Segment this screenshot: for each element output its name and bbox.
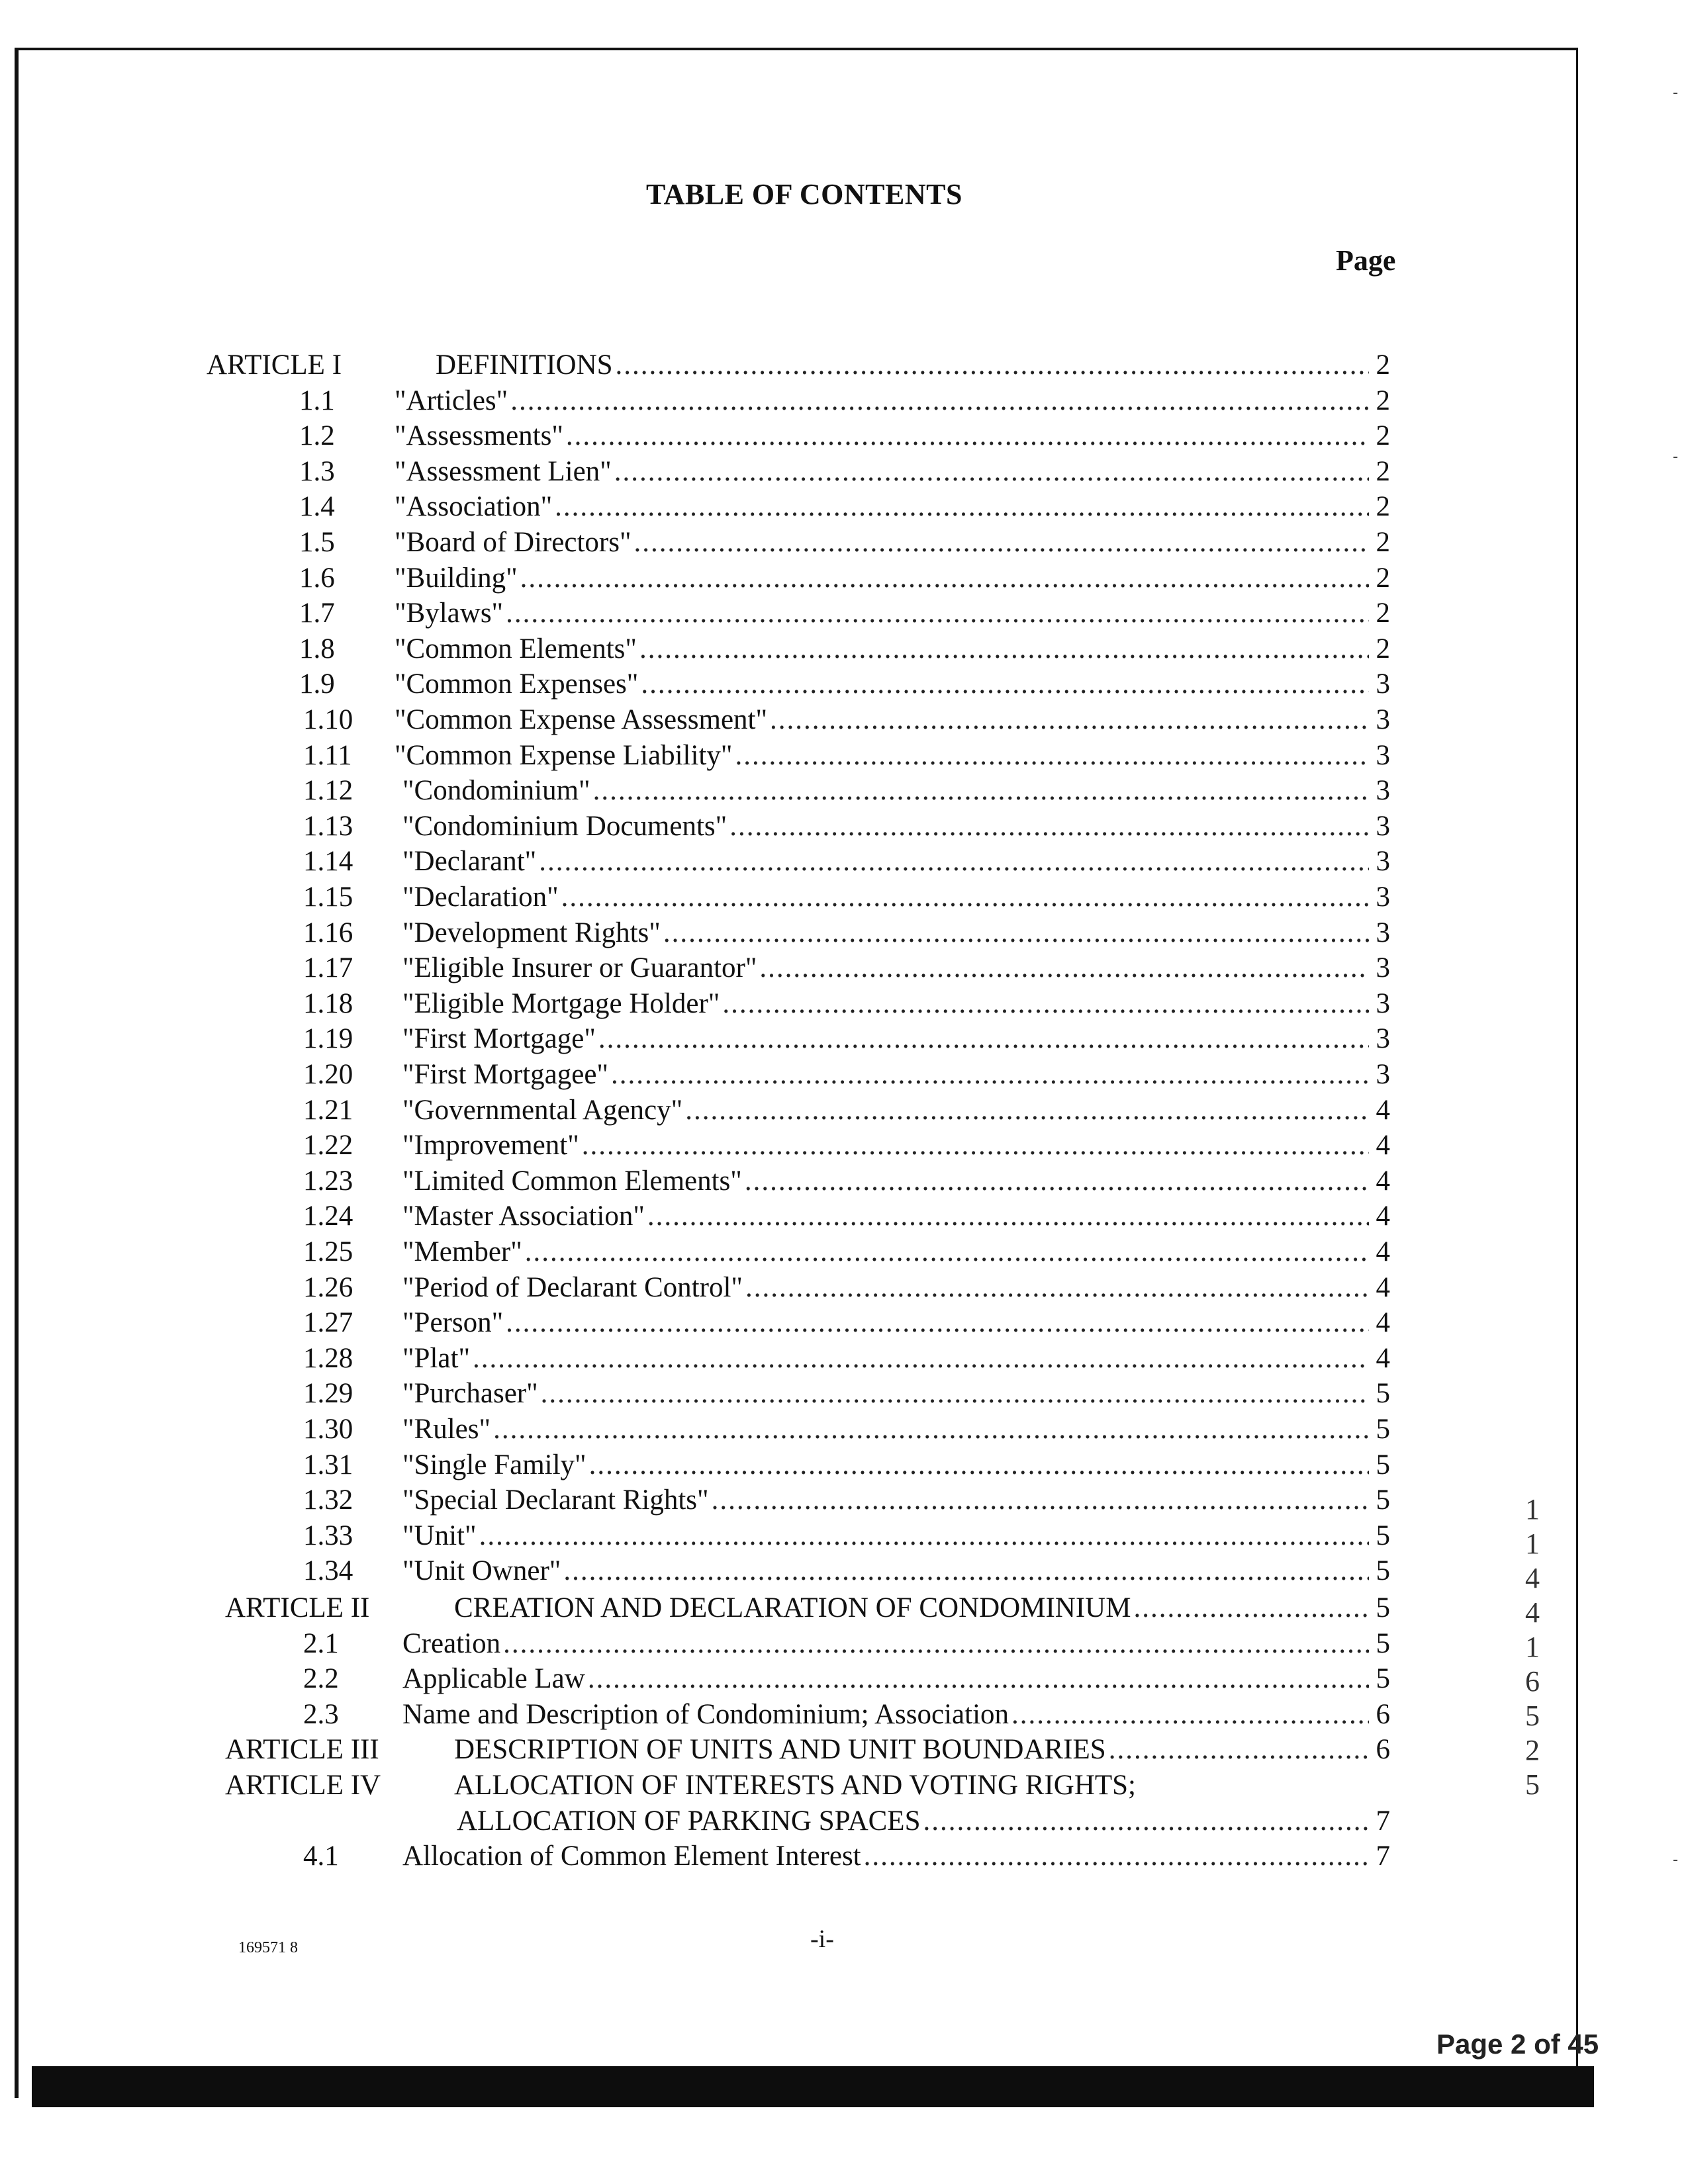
toc-leader-line [402, 1272, 1390, 1304]
toc-leader-line [395, 704, 1390, 736]
toc-page-number: 4 [1376, 1130, 1390, 1161]
toc-page-number: 2 [1376, 349, 1390, 381]
toc-dot-leader [712, 1484, 1369, 1516]
toc-dot-leader [525, 1236, 1369, 1268]
toc-leader-line [402, 1520, 1390, 1552]
toc-leader-line [402, 846, 1390, 878]
toc-leader-line [454, 1770, 1390, 1801]
toc-leader-line [402, 1059, 1390, 1091]
toc-entry-title: "Board of Directors" [395, 527, 632, 558]
toc-entry-title: "Rules" [402, 1414, 491, 1445]
toc-entry-title: "Assessments" [395, 420, 563, 452]
toc-dot-leader [588, 1663, 1369, 1695]
toc-dot-leader [634, 527, 1369, 559]
toc-page-number: 3 [1376, 739, 1390, 771]
toc-entry-title: "First Mortgage" [402, 1023, 596, 1055]
toc-dot-leader [663, 917, 1369, 949]
toc-leader-line [395, 527, 1390, 559]
toc-leader-line [402, 1201, 1390, 1232]
toc-entry-title: "Condominium Documents" [402, 810, 727, 842]
toc-leader-line [402, 811, 1390, 842]
toc-dot-leader [1109, 1734, 1369, 1766]
toc-entry-title: "Common Expenses" [395, 668, 639, 700]
toc-leader-line [395, 563, 1390, 594]
toc-page-number: 3 [1376, 917, 1390, 948]
toc-leader-line [402, 1484, 1390, 1516]
toc-leader-line [395, 420, 1390, 452]
toc-dot-leader [561, 882, 1369, 913]
toc-leader-line [395, 491, 1390, 523]
toc-page-number: 3 [1376, 846, 1390, 878]
toc-title: TABLE OF CONTENTS [646, 178, 962, 210]
toc-entry-title: "Declarant" [402, 846, 537, 878]
toc-leader-line [395, 668, 1390, 700]
page-marker: -i- [810, 1925, 834, 1953]
toc-dot-leader [473, 1343, 1369, 1375]
toc-page-number: 2 [1376, 455, 1390, 487]
toc-page-number: 5 [1376, 1555, 1390, 1587]
toc-entry-title: "Common Expense Assessment" [395, 704, 768, 735]
toc-entry-title: "Improvement" [402, 1130, 579, 1161]
toc-dot-leader [593, 775, 1369, 807]
toc-dot-leader [639, 633, 1369, 665]
toc-leader-line [402, 1699, 1390, 1731]
toc-leader-line [402, 1378, 1390, 1410]
toc-dot-leader [647, 1201, 1369, 1232]
toc-leader-line [395, 598, 1390, 629]
toc-entry-title: ALLOCATION OF PARKING SPACES [457, 1805, 921, 1837]
toc-entry-title: "Bylaws" [395, 598, 504, 629]
toc-entry-title: "Eligible Mortgage Holder" [402, 987, 720, 1019]
toc-leader-line [402, 952, 1390, 984]
toc-dot-leader [1011, 1699, 1369, 1731]
toc-entry-title: "Purchaser" [402, 1378, 538, 1410]
toc-page-number: 3 [1376, 810, 1390, 842]
toc-dot-leader [566, 420, 1369, 452]
toc-entry-title: "Person" [402, 1307, 504, 1339]
toc-dot-leader [611, 1059, 1369, 1091]
toc-page-number: 3 [1376, 987, 1390, 1019]
margin-stamp: 114416525 [1525, 1493, 1540, 1801]
toc-leader-line [395, 385, 1390, 417]
toc-page-number: 5 [1376, 1414, 1390, 1445]
toc-dot-leader [641, 668, 1369, 700]
toc-leader-line [436, 349, 1390, 381]
toc-page-number: 5 [1376, 1627, 1390, 1659]
toc-dot-leader [745, 1272, 1369, 1304]
toc-dot-leader [722, 988, 1369, 1020]
toc-entry-title: Allocation of Common Element Interest [402, 1841, 861, 1872]
toc-leader-line [457, 1805, 1390, 1837]
toc-entry-title: "Plat" [402, 1342, 470, 1374]
toc-page-number: 2 [1376, 527, 1390, 558]
toc-page-number: 3 [1376, 882, 1390, 913]
toc-dot-leader [503, 1628, 1369, 1660]
toc-entry-title: "Period of Declarant Control" [402, 1271, 743, 1303]
toc-page-number: 6 [1376, 1698, 1390, 1730]
toc-dot-leader [759, 952, 1369, 984]
toc-dot-leader [589, 1449, 1369, 1481]
toc-entry-title: "Common Elements" [395, 633, 637, 664]
toc-entry-title: Name and Description of Condominium; Association [402, 1698, 1009, 1730]
toc-dot-leader [685, 1095, 1369, 1126]
toc-page-number: 2 [1376, 420, 1390, 452]
toc-leader-line [402, 1343, 1390, 1375]
toc-entry-title: "Development Rights" [402, 917, 661, 948]
toc-leader-line [402, 1095, 1390, 1126]
toc-leader-line [402, 1449, 1390, 1481]
toc-dot-leader [479, 1520, 1369, 1552]
toc-entry-title: "Member" [402, 1236, 522, 1267]
toc-dot-leader [520, 563, 1369, 594]
toc-page-number: 4 [1376, 1342, 1390, 1374]
toc-leader-line [402, 1236, 1390, 1268]
toc-entry-title: DEFINITIONS [436, 349, 613, 381]
toc-entry-title: "Governmental Agency" [402, 1094, 683, 1126]
toc-dot-leader [598, 1023, 1369, 1055]
toc-leader-line [402, 1841, 1390, 1872]
toc-dot-leader [506, 598, 1369, 629]
toc-entry-title: "Special Declarant Rights" [402, 1484, 709, 1516]
toc-page-number: 2 [1376, 562, 1390, 594]
toc-dot-leader [770, 704, 1369, 736]
toc-leader-line [402, 917, 1390, 949]
toc-page-number: 5 [1376, 1663, 1390, 1695]
toc-page-number: 3 [1376, 775, 1390, 807]
scan-mark [1673, 1860, 1677, 1861]
toc-page-number: 4 [1376, 1094, 1390, 1126]
toc-entry-title: "Declaration" [402, 882, 559, 913]
toc-page-number: 3 [1376, 668, 1390, 700]
toc-entry-title: Creation [402, 1627, 501, 1659]
toc-page-number: 4 [1376, 1307, 1390, 1339]
toc-dot-leader [864, 1841, 1369, 1872]
toc-dot-leader [729, 811, 1369, 842]
toc-entry-title: ALLOCATION OF INTERESTS AND VOTING RIGHTS; [454, 1770, 1137, 1801]
toc-dot-leader [616, 349, 1369, 381]
toc-entry-title: "Limited Common Elements" [402, 1165, 742, 1197]
toc-page-number: 5 [1376, 1449, 1390, 1480]
toc-dot-leader [563, 1555, 1369, 1587]
toc-leader-line [395, 740, 1390, 772]
toc-page-number: 2 [1376, 385, 1390, 416]
toc-leader-line [402, 1628, 1390, 1660]
toc-page-number: 3 [1376, 1059, 1390, 1090]
toc-page-number: 3 [1376, 952, 1390, 984]
scan-mark [1673, 93, 1677, 94]
toc-dot-leader [923, 1805, 1370, 1837]
toc-page-number: 2 [1376, 633, 1390, 664]
toc-page-number: 6 [1376, 1734, 1390, 1766]
toc-dot-leader [555, 491, 1369, 523]
toc-leader-line [402, 1165, 1390, 1197]
toc-entry-title: "Building" [395, 562, 518, 594]
toc-leader-line [402, 1555, 1390, 1587]
toc-entry-title: "Eligible Insurer or Guarantor" [402, 952, 757, 984]
toc-leader-line [402, 1663, 1390, 1695]
toc-entry-title: "Association" [395, 491, 553, 523]
toc-dot-leader [582, 1130, 1369, 1161]
toc-dot-leader [745, 1165, 1369, 1197]
toc-leader-line [454, 1734, 1390, 1766]
toc-dot-leader [493, 1414, 1369, 1445]
toc-leader-line [402, 775, 1390, 807]
page-counter: Page 2 of 45 [1436, 2028, 1599, 2060]
toc-leader-line [402, 1307, 1390, 1339]
toc-entry-title: Applicable Law [402, 1663, 585, 1695]
toc-dot-leader [1133, 1592, 1369, 1624]
toc-entry-title: "Assessment Lien" [395, 455, 612, 487]
toc-leader-line [402, 882, 1390, 913]
toc-page-number: 5 [1376, 1592, 1390, 1623]
toc-leader-line [402, 1023, 1390, 1055]
toc-dot-leader [735, 740, 1369, 772]
toc-leader-line [402, 1130, 1390, 1161]
toc-page-number: 2 [1376, 491, 1390, 523]
toc-entry-title: DESCRIPTION OF UNITS AND UNIT BOUNDARIES [454, 1734, 1106, 1766]
toc-dot-leader [539, 846, 1369, 878]
toc-page-number: 2 [1376, 598, 1390, 629]
toc-entry-title: "Unit Owner" [402, 1555, 561, 1587]
toc-leader-line [454, 1592, 1390, 1624]
toc-page-number: 5 [1376, 1520, 1390, 1551]
toc-page-number: 4 [1376, 1271, 1390, 1303]
toc-page-number: 4 [1376, 1201, 1390, 1232]
toc-leader-line [402, 988, 1390, 1020]
toc-leader-line [402, 1414, 1390, 1445]
toc-entry-title: "First Mortgagee" [402, 1059, 608, 1090]
toc-dot-leader [614, 456, 1369, 488]
toc-leader-line [395, 456, 1390, 488]
toc-page-number: 7 [1376, 1805, 1390, 1837]
toc-list: ARTICLE I DEFINITIONS ..... 2 1.1 "Articles" ..... 2 1.2 "Assessments" ..... 2 1.3 "Assessment Lien" ..... 2 1.4 "Association" ..... 2 1.5 "Board of Directors" ..... 2 1.6 "Building" ..... 2 1.7 "Bylaws" ..... 2 1.8 "Common Elements" ..... 2 1.9 "Common Expenses" ..... 3 1.10 "Common Expense Assessment" ..... 3 1.11 "Common Expense Liability" ..... 3 1.12 "Condominium" ..... 3 1.13 "Condominium Documents" ..... 3 1.14 "Declarant" ..... 3 1.15 "Declaration" ..... 3 1.16 "Development Rights" ..... 3 1.17 "Eligible Insurer or Guarantor" ..... 3 1.18 "Eligible Mortgage Holder" ..... 3 1.19 "First Mortgage" ..... 3 1.20 "First Mortgagee" ..... 3 1.21 "Governmental Agency" ..... 4 1.22 "Improvement" ..... 4 1.23 "Limited Common Elements" ..... 4 1.24 "Master Association" ..... 4 1.25 "Member" ..... 4 1.26 "Period of Declarant Control" ..... 4 1.27 "Person" ..... 4 1.28 "Plat" ..... 4 1.29 "Purchaser" ..... 5 1.30 "Rules" ..... 5 1.31 "Single Family" ..... 5 1.32 "Special Declarant Rights" ..... 5 1.33 "Unit" ..... 5 1.34 "Unit Owner" ..... 5 ARTICLE II CREATION AND DECLARATION OF CONDOMINIUM ..... 5 2.1 Creation ..... 5 2.2 Applicable Law ..... 5 2.3 Name and Description of Condominium; Association ..... 6 ARTICLE III DESCRIPTION OF UNITS AND UNIT BOUNDARIES ..... 6 ARTICLE IV ALLOCATION OF INTERESTS AND VOTING RIGHTS; ALLOCATION OF PARKING SPACES ..... 7 4.1 Allocation of Common Element Interest ..... 7 [0, 0, 1688, 2184]
toc-entry-title: "Condominium" [402, 775, 590, 807]
toc-entry-title: "Master Association" [402, 1201, 645, 1232]
toc-page-number: 4 [1376, 1236, 1390, 1267]
toc-page-number: 7 [1376, 1841, 1390, 1872]
toc-leader-line [395, 633, 1390, 665]
scan-bar [32, 2066, 1594, 2107]
toc-entry-title: "Common Expense Liability" [395, 739, 733, 771]
toc-entry-title: "Unit" [402, 1520, 477, 1551]
toc-page-number: 3 [1376, 704, 1390, 735]
toc-entry-title: "Articles" [395, 385, 508, 416]
toc-dot-leader [510, 385, 1369, 417]
toc-page-number: 3 [1376, 1023, 1390, 1055]
toc-entry-title: "Single Family" [402, 1449, 586, 1480]
toc-page-number: 5 [1376, 1378, 1390, 1410]
page-column-header: Page [1336, 244, 1396, 277]
toc-dot-leader [506, 1307, 1369, 1339]
document-id: 169571 8 [238, 1939, 298, 1956]
toc-dot-leader [541, 1378, 1369, 1410]
toc-page-number: 5 [1376, 1484, 1390, 1516]
scan-mark [1673, 457, 1677, 458]
toc-page-number: 4 [1376, 1165, 1390, 1197]
toc-entry-title: CREATION AND DECLARATION OF CONDOMINIUM [454, 1592, 1131, 1623]
